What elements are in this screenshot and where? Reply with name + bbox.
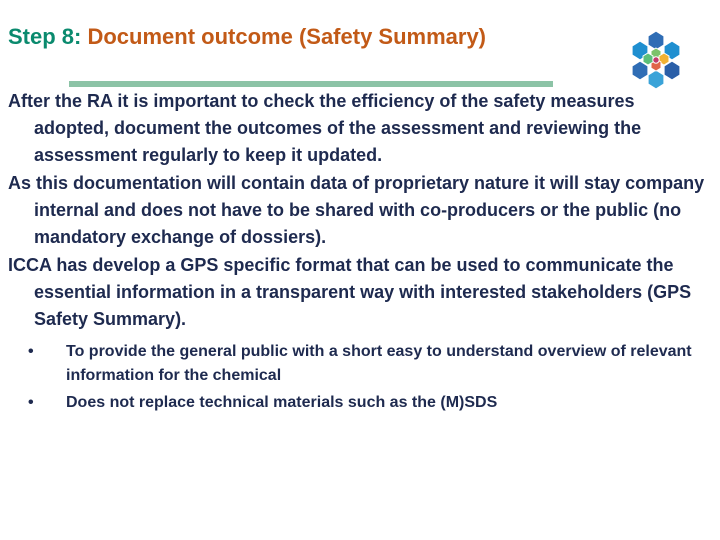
list-item bbox=[28, 391, 708, 415]
list-item bbox=[28, 340, 708, 388]
bullet-dot-icon: • bbox=[28, 394, 34, 411]
bullet-dot-icon: • bbox=[28, 343, 34, 360]
slide-body bbox=[8, 88, 708, 418]
bullet-text: To provide the general public with a short easy to understand overview of relevant information for the chemical bbox=[66, 343, 692, 384]
title-divider bbox=[69, 81, 553, 87]
bullet-text: Does not replace technical materials such as the (M)SDS bbox=[66, 394, 498, 411]
paragraph-documentation-internal: As this documentation will contain data of proprietary nature it will stay company internal and does not have to be shared with co-producers or the public (no mandatory exchange of dossiers). bbox=[8, 173, 705, 247]
paragraph-icca-format: ICCA has develop a GPS specific format that can be used to communicate the essential information in a transparent way with interested stakeholders (GPS Safety Summary). bbox=[8, 255, 692, 329]
slide-title bbox=[8, 24, 486, 50]
title-text: Document outcome (Safety Summary) bbox=[87, 24, 487, 49]
title-step-label: Step 8: bbox=[8, 24, 82, 49]
flower-logo-icon bbox=[628, 30, 684, 90]
bullet-list bbox=[8, 340, 708, 415]
paragraph-ra-check: After the RA it is important to check the efficiency of the safety measures adopted, document the outcomes of the assessment and reviewing the assessment regularly to keep it updated. bbox=[8, 91, 642, 165]
